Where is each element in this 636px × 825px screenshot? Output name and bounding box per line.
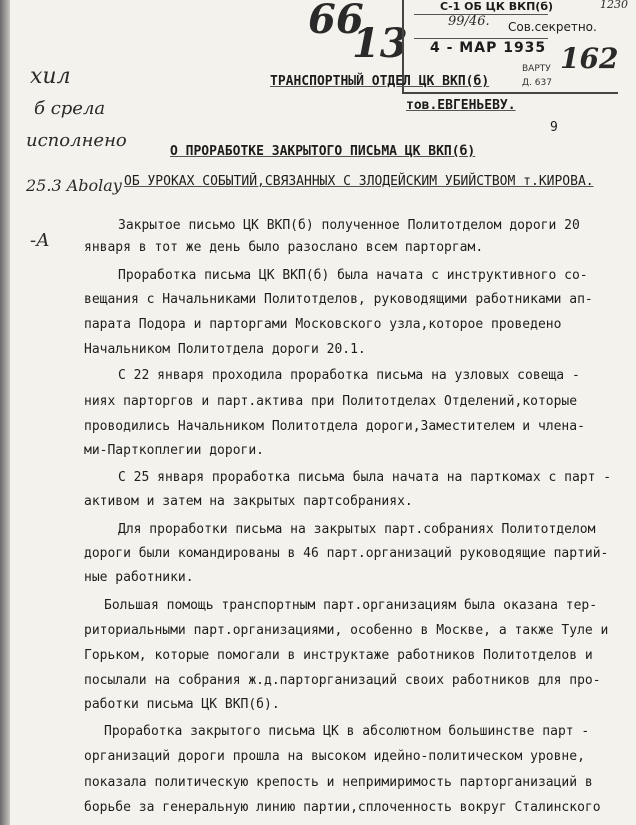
body-line: Для проработки письма на закрытых парт.собраниях Политотделом bbox=[118, 522, 596, 537]
margin-note-4: 25.3 Abolay bbox=[26, 176, 122, 195]
body-line: риториальными парт.организациями, особенно в Москве, а также Туле и bbox=[84, 623, 609, 638]
stamp-small-text: ВАРТУ bbox=[522, 64, 551, 74]
body-line: ные работники. bbox=[84, 570, 194, 585]
top-handwritten-number: 66 bbox=[308, 0, 364, 43]
handwritten-right-number: 162 bbox=[560, 42, 619, 75]
body-line: парата Подора и парторгами Московского узла,которое проведено bbox=[84, 317, 562, 332]
body-line: Проработка закрытого письма ЦК в абсолютном большинстве парт - bbox=[104, 724, 590, 739]
body-line: организаций дороги прошла на высоком идейно-политическом уровне, bbox=[84, 749, 585, 764]
stamp-date: 4 - МАР 1935 bbox=[430, 40, 547, 56]
scan-page-edge bbox=[0, 0, 10, 825]
body-line: вещания с Начальниками Политотделов, руководящими работниками ап- bbox=[84, 292, 593, 307]
body-line: активом и затем на закрытых партсобраниях. bbox=[84, 494, 413, 509]
addressee: тов.ЕВГЕНЬЕВУ. bbox=[406, 98, 516, 113]
folio-number: 13 bbox=[352, 20, 408, 67]
body-line: Большая помощь транспортным парт.организациям была оказана тер- bbox=[104, 598, 598, 613]
stamp-sub-text: Д. 637 bbox=[522, 78, 552, 88]
stamp-classification: Сов.секретно. bbox=[508, 20, 597, 34]
body-line: показала политическую крепость и непримиримость парторганизаций в bbox=[84, 775, 593, 790]
body-line: посылали на собрания ж.д.парторганизаций своих работников для про- bbox=[84, 673, 601, 688]
body-line: борьбе за генеральную линию партии,сплоченность вокруг Сталинского bbox=[84, 800, 601, 815]
body-line: дороги были командированы в 46 парт.организаций руководящие партий- bbox=[84, 546, 609, 561]
department-heading: ТРАНСПОРТНЫЙ ОТДЕЛ ЦК ВКП(б) bbox=[270, 74, 490, 89]
body-line: С 22 января проходила проработка письма на узловых совеща - bbox=[118, 368, 580, 383]
margin-note-5: -А bbox=[30, 230, 50, 251]
document-subtitle: ОБ УРОКАХ СОБЫТИЙ,СВЯЗАННЫХ С ЗЛОДЕЙСКИМ УБИЙСТВОМ т.КИРОВА. bbox=[124, 174, 594, 189]
body-line: ми-Парткоплегии дороги. bbox=[84, 443, 265, 458]
body-line: ниях парторгов и парт.актива при Политотделах Отделений,которые bbox=[84, 394, 578, 409]
body-line: проводились Начальником Политотдела дороги,Заместителем и члена- bbox=[84, 419, 585, 434]
margin-note-1: хил bbox=[30, 64, 71, 89]
margin-mark: 9 bbox=[550, 120, 558, 135]
body-line: Горьком, которые помогали в инструктаже работников Политотделов и bbox=[84, 648, 593, 663]
body-line: С 25 января проработка письма была начата на парткомах с парт - bbox=[118, 470, 612, 485]
margin-note-3: исполнено bbox=[26, 130, 127, 151]
body-line: января в тот же день было разослано всем парторгам. bbox=[84, 240, 484, 255]
body-line: работки письма ЦК ВКП(б). bbox=[84, 697, 280, 712]
body-line: Проработка письма ЦК ВКП(б) была начата с инструктивного со- bbox=[118, 268, 588, 283]
stamp-number: 99/46. bbox=[448, 14, 490, 29]
body-line: Закрытое письмо ЦК ВКП(б) полученное Политотделом дороги 20 bbox=[118, 218, 580, 233]
body-line: Начальником Политотдела дороги 20.1. bbox=[84, 342, 366, 357]
document-title: О ПРОРАБОТКЕ ЗАКРЫТОГО ПИСЬМА ЦК ВКП(б) bbox=[170, 144, 476, 159]
corner-handwriting: 1230 bbox=[600, 0, 628, 11]
margin-note-2: б срела bbox=[34, 98, 106, 119]
stamp-rule bbox=[414, 38, 548, 39]
stamp-code: С-1 ОБ ЦК ВКП(б) bbox=[440, 0, 554, 13]
